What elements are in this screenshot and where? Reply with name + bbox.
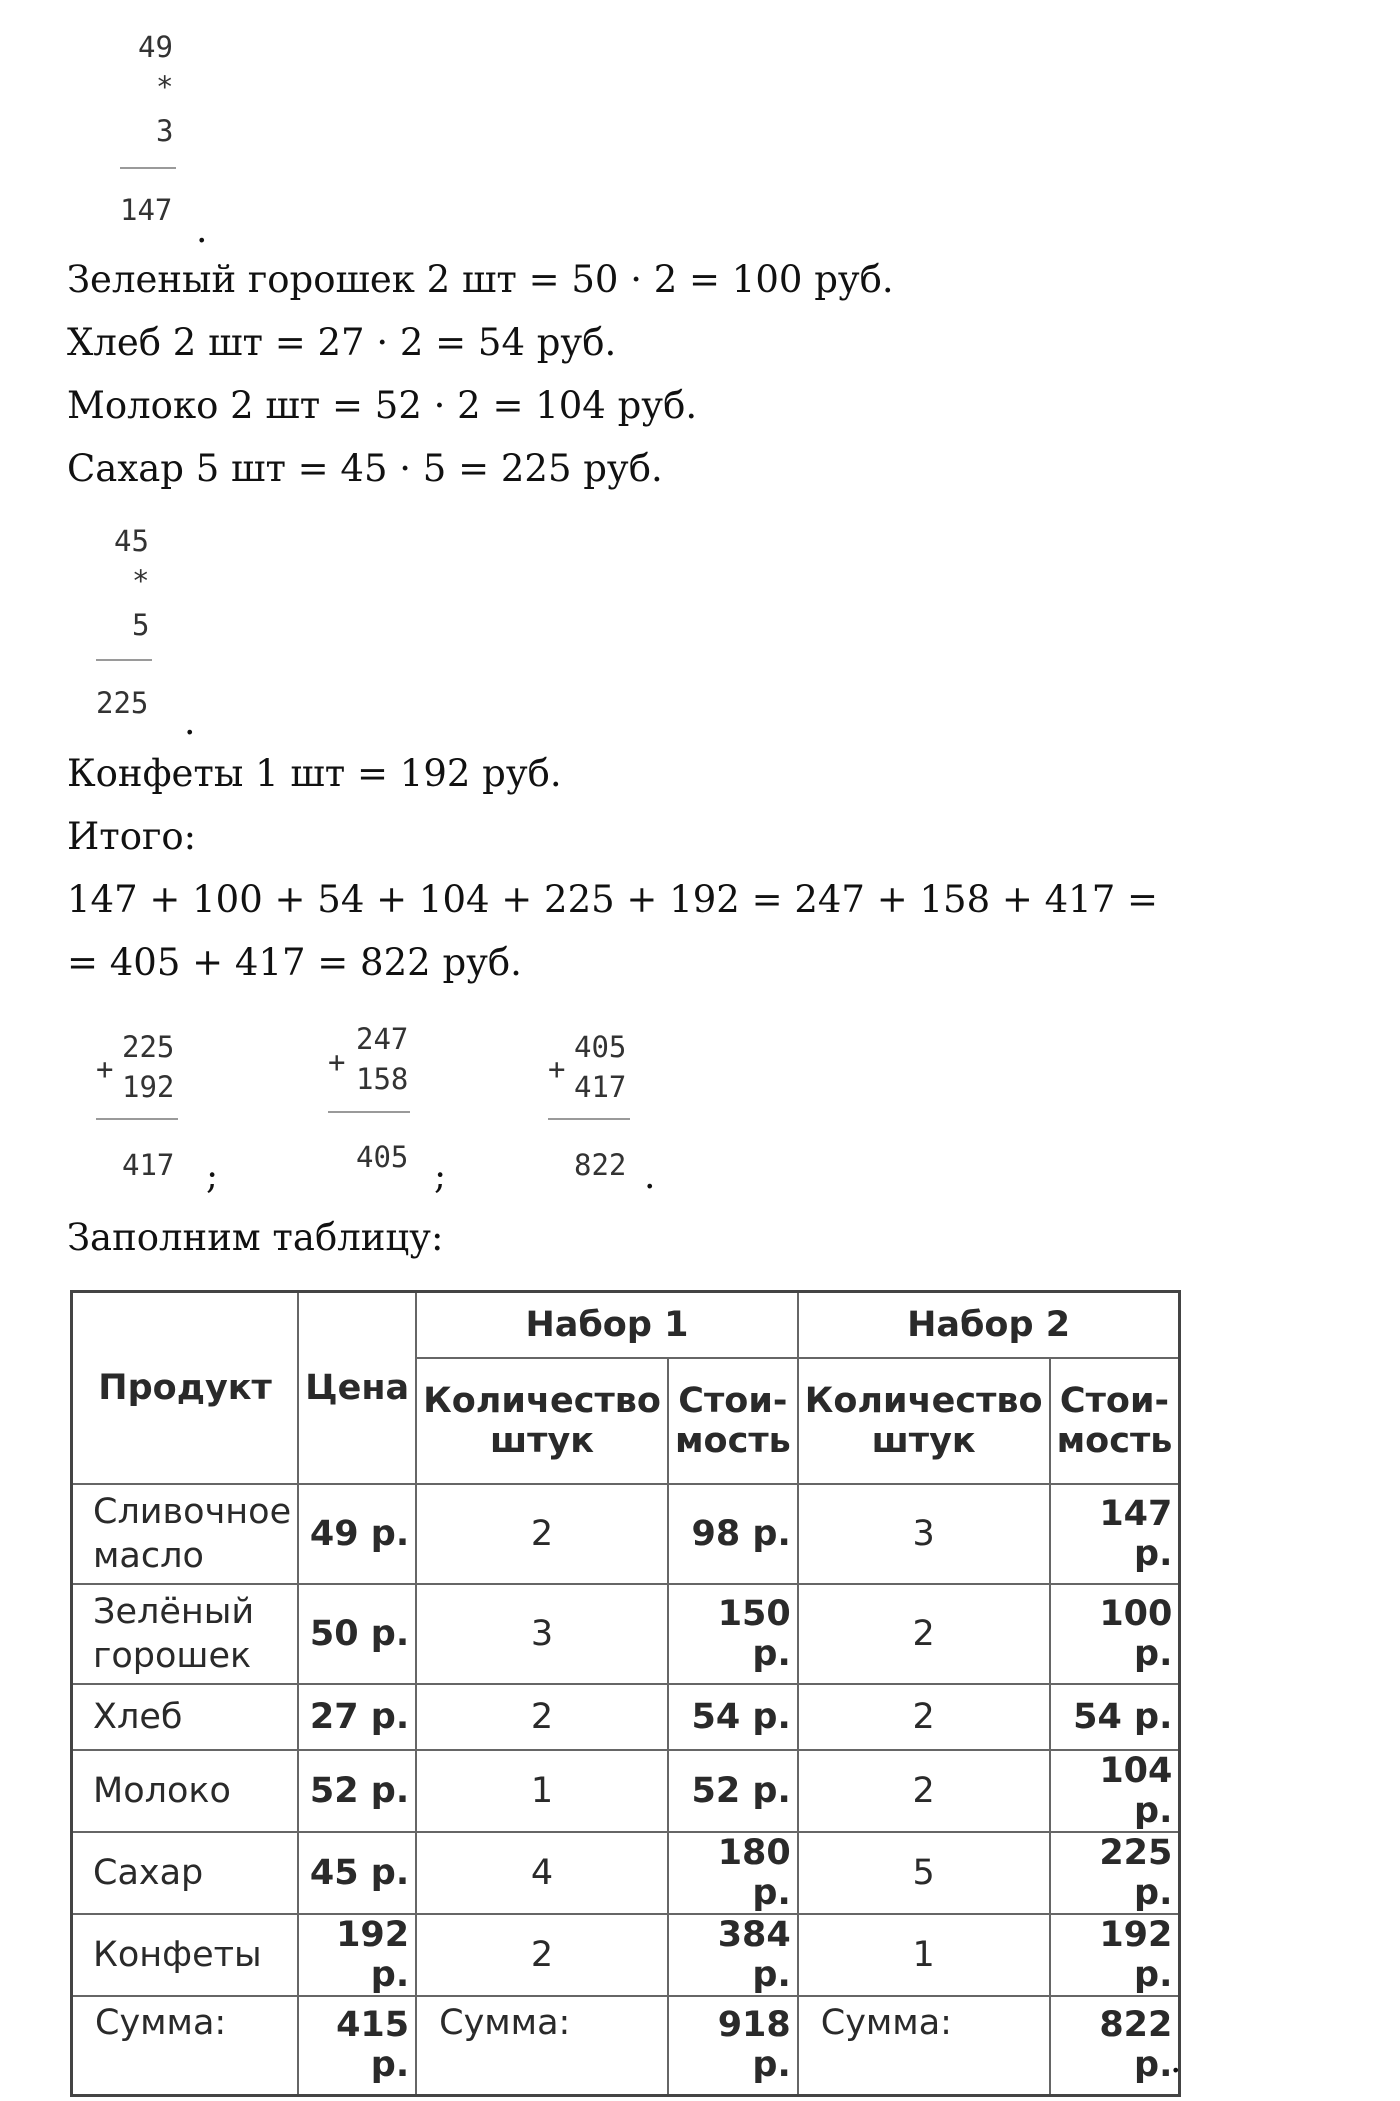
cost-set-2: 147 р. [1050, 1484, 1180, 1584]
sum-set-2: 822 р. [1050, 1996, 1180, 2096]
product-price: 45 р. [298, 1832, 416, 1914]
addition-operand-b: 417 [574, 1070, 627, 1104]
header-qty-set-1: Количество штук [416, 1358, 668, 1484]
table-header-row [72, 1292, 1180, 1358]
addition-result: 405 [356, 1140, 409, 1174]
sum-set-1: 918 р. [668, 1996, 798, 2096]
cost-set-1: 52 р. [668, 1750, 798, 1832]
qty-set-2: 2 [798, 1750, 1050, 1832]
product-name: Сахар [72, 1832, 299, 1914]
product-name: Хлеб [72, 1684, 299, 1750]
qty-set-1: 4 [416, 1832, 668, 1914]
price-table [70, 1290, 1181, 2097]
addition-underline [328, 1111, 410, 1113]
header-set-1: Набор 1 [416, 1292, 798, 1358]
qty-set-2: 2 [798, 1584, 1050, 1684]
line-sum-2: = 405 + 417 = 822 руб. [67, 941, 522, 984]
sum-label-set-1: Сумма: [416, 1996, 668, 2096]
addition-result: 822 [574, 1148, 627, 1182]
calc-end-dot: . [184, 702, 196, 743]
addition-operand-a: 225 [122, 1030, 175, 1064]
header-price: Цена [298, 1292, 416, 1484]
header-qty-set-2: Количество штук [798, 1358, 1050, 1484]
product-price: 192 р. [298, 1914, 416, 1996]
sum-label-set-2: Сумма: [798, 1996, 1050, 2096]
table-row [72, 1484, 1180, 1584]
cost-set-1: 180 р. [668, 1832, 798, 1914]
qty-set-1: 3 [416, 1584, 668, 1684]
header-product: Продукт [72, 1292, 299, 1484]
table-row [72, 1832, 1180, 1914]
addition-operator: + [328, 1045, 346, 1079]
product-price: 52 р. [298, 1750, 416, 1832]
line-total-label: Итого: [67, 815, 197, 858]
table-sum-row [72, 1996, 1180, 2096]
calc-underline [120, 167, 176, 169]
addition-operand-a: 405 [574, 1030, 627, 1064]
product-name: Конфеты [72, 1914, 299, 1996]
qty-set-1: 2 [416, 1484, 668, 1584]
calc-operand-a: 45 [114, 524, 149, 558]
calc-operand-a: 49 [138, 30, 173, 64]
addition-operand-b: 192 [122, 1070, 175, 1104]
calc-operator: * [156, 70, 174, 104]
product-price: 27 р. [298, 1684, 416, 1750]
cost-set-1: 384 р. [668, 1914, 798, 1996]
header-cost-set-1: Стои- мость [668, 1358, 798, 1484]
cost-set-2: 225 р. [1050, 1832, 1180, 1914]
table-row [72, 1914, 1180, 1996]
header-set-2: Набор 2 [798, 1292, 1180, 1358]
qty-set-2: 1 [798, 1914, 1050, 1996]
header-cost-set-2: Стои- мость [1050, 1358, 1180, 1484]
product-price: 49 р. [298, 1484, 416, 1584]
product-name: Зелёный горошек [72, 1584, 299, 1684]
qty-set-1: 1 [416, 1750, 668, 1832]
addition-separator: ; [434, 1156, 447, 1197]
calc-end-dot: . [196, 210, 208, 251]
line-sum-1: 147 + 100 + 54 + 104 + 225 + 192 = 247 + 158 + 417 = [67, 878, 1159, 921]
calc-underline [96, 659, 152, 661]
table-row [72, 1750, 1180, 1832]
calc-operand-b: 5 [132, 608, 150, 642]
calc-operator: * [132, 564, 150, 598]
addition-operand-b: 158 [356, 1062, 409, 1096]
product-name: Молоко [72, 1750, 299, 1832]
qty-set-1: 2 [416, 1684, 668, 1750]
calc-result: 147 [120, 193, 173, 227]
calc-result: 225 [96, 686, 149, 720]
cost-set-2: 104 р. [1050, 1750, 1180, 1832]
sum-label: Сумма: [72, 1996, 299, 2096]
line-fill-table: Заполним таблицу: [67, 1216, 444, 1259]
cost-set-2: 192 р. [1050, 1914, 1180, 1996]
line-milk: Молоко 2 шт = 52 · 2 = 104 руб. [67, 384, 698, 427]
cost-set-1: 54 р. [668, 1684, 798, 1750]
addition-underline [548, 1118, 630, 1120]
table-row [72, 1684, 1180, 1750]
addition-result: 417 [122, 1148, 175, 1182]
table-row [72, 1584, 1180, 1684]
calc-operand-b: 3 [156, 114, 174, 148]
addition-operator: + [548, 1052, 566, 1086]
table-end-dot: . [1170, 2040, 1182, 2081]
cost-set-2: 100 р. [1050, 1584, 1180, 1684]
addition-operator: + [96, 1052, 114, 1086]
addition-separator: . [644, 1156, 656, 1197]
qty-set-2: 2 [798, 1684, 1050, 1750]
addition-underline [96, 1118, 178, 1120]
line-candy: Конфеты 1 шт = 192 руб. [67, 752, 562, 795]
cost-set-1: 150 р. [668, 1584, 798, 1684]
addition-operand-a: 247 [356, 1022, 409, 1056]
line-bread: Хлеб 2 шт = 27 · 2 = 54 руб. [67, 321, 617, 364]
qty-set-1: 2 [416, 1914, 668, 1996]
qty-set-2: 3 [798, 1484, 1050, 1584]
product-price: 50 р. [298, 1584, 416, 1684]
cost-set-2: 54 р. [1050, 1684, 1180, 1750]
line-peas: Зеленый горошек 2 шт = 50 · 2 = 100 руб. [67, 258, 894, 301]
addition-separator: ; [206, 1156, 219, 1197]
cost-set-1: 98 р. [668, 1484, 798, 1584]
product-name: Сливочное масло [72, 1484, 299, 1584]
line-sugar: Сахар 5 шт = 45 · 5 = 225 руб. [67, 447, 663, 490]
sum-price: 415 р. [298, 1996, 416, 2096]
qty-set-2: 5 [798, 1832, 1050, 1914]
